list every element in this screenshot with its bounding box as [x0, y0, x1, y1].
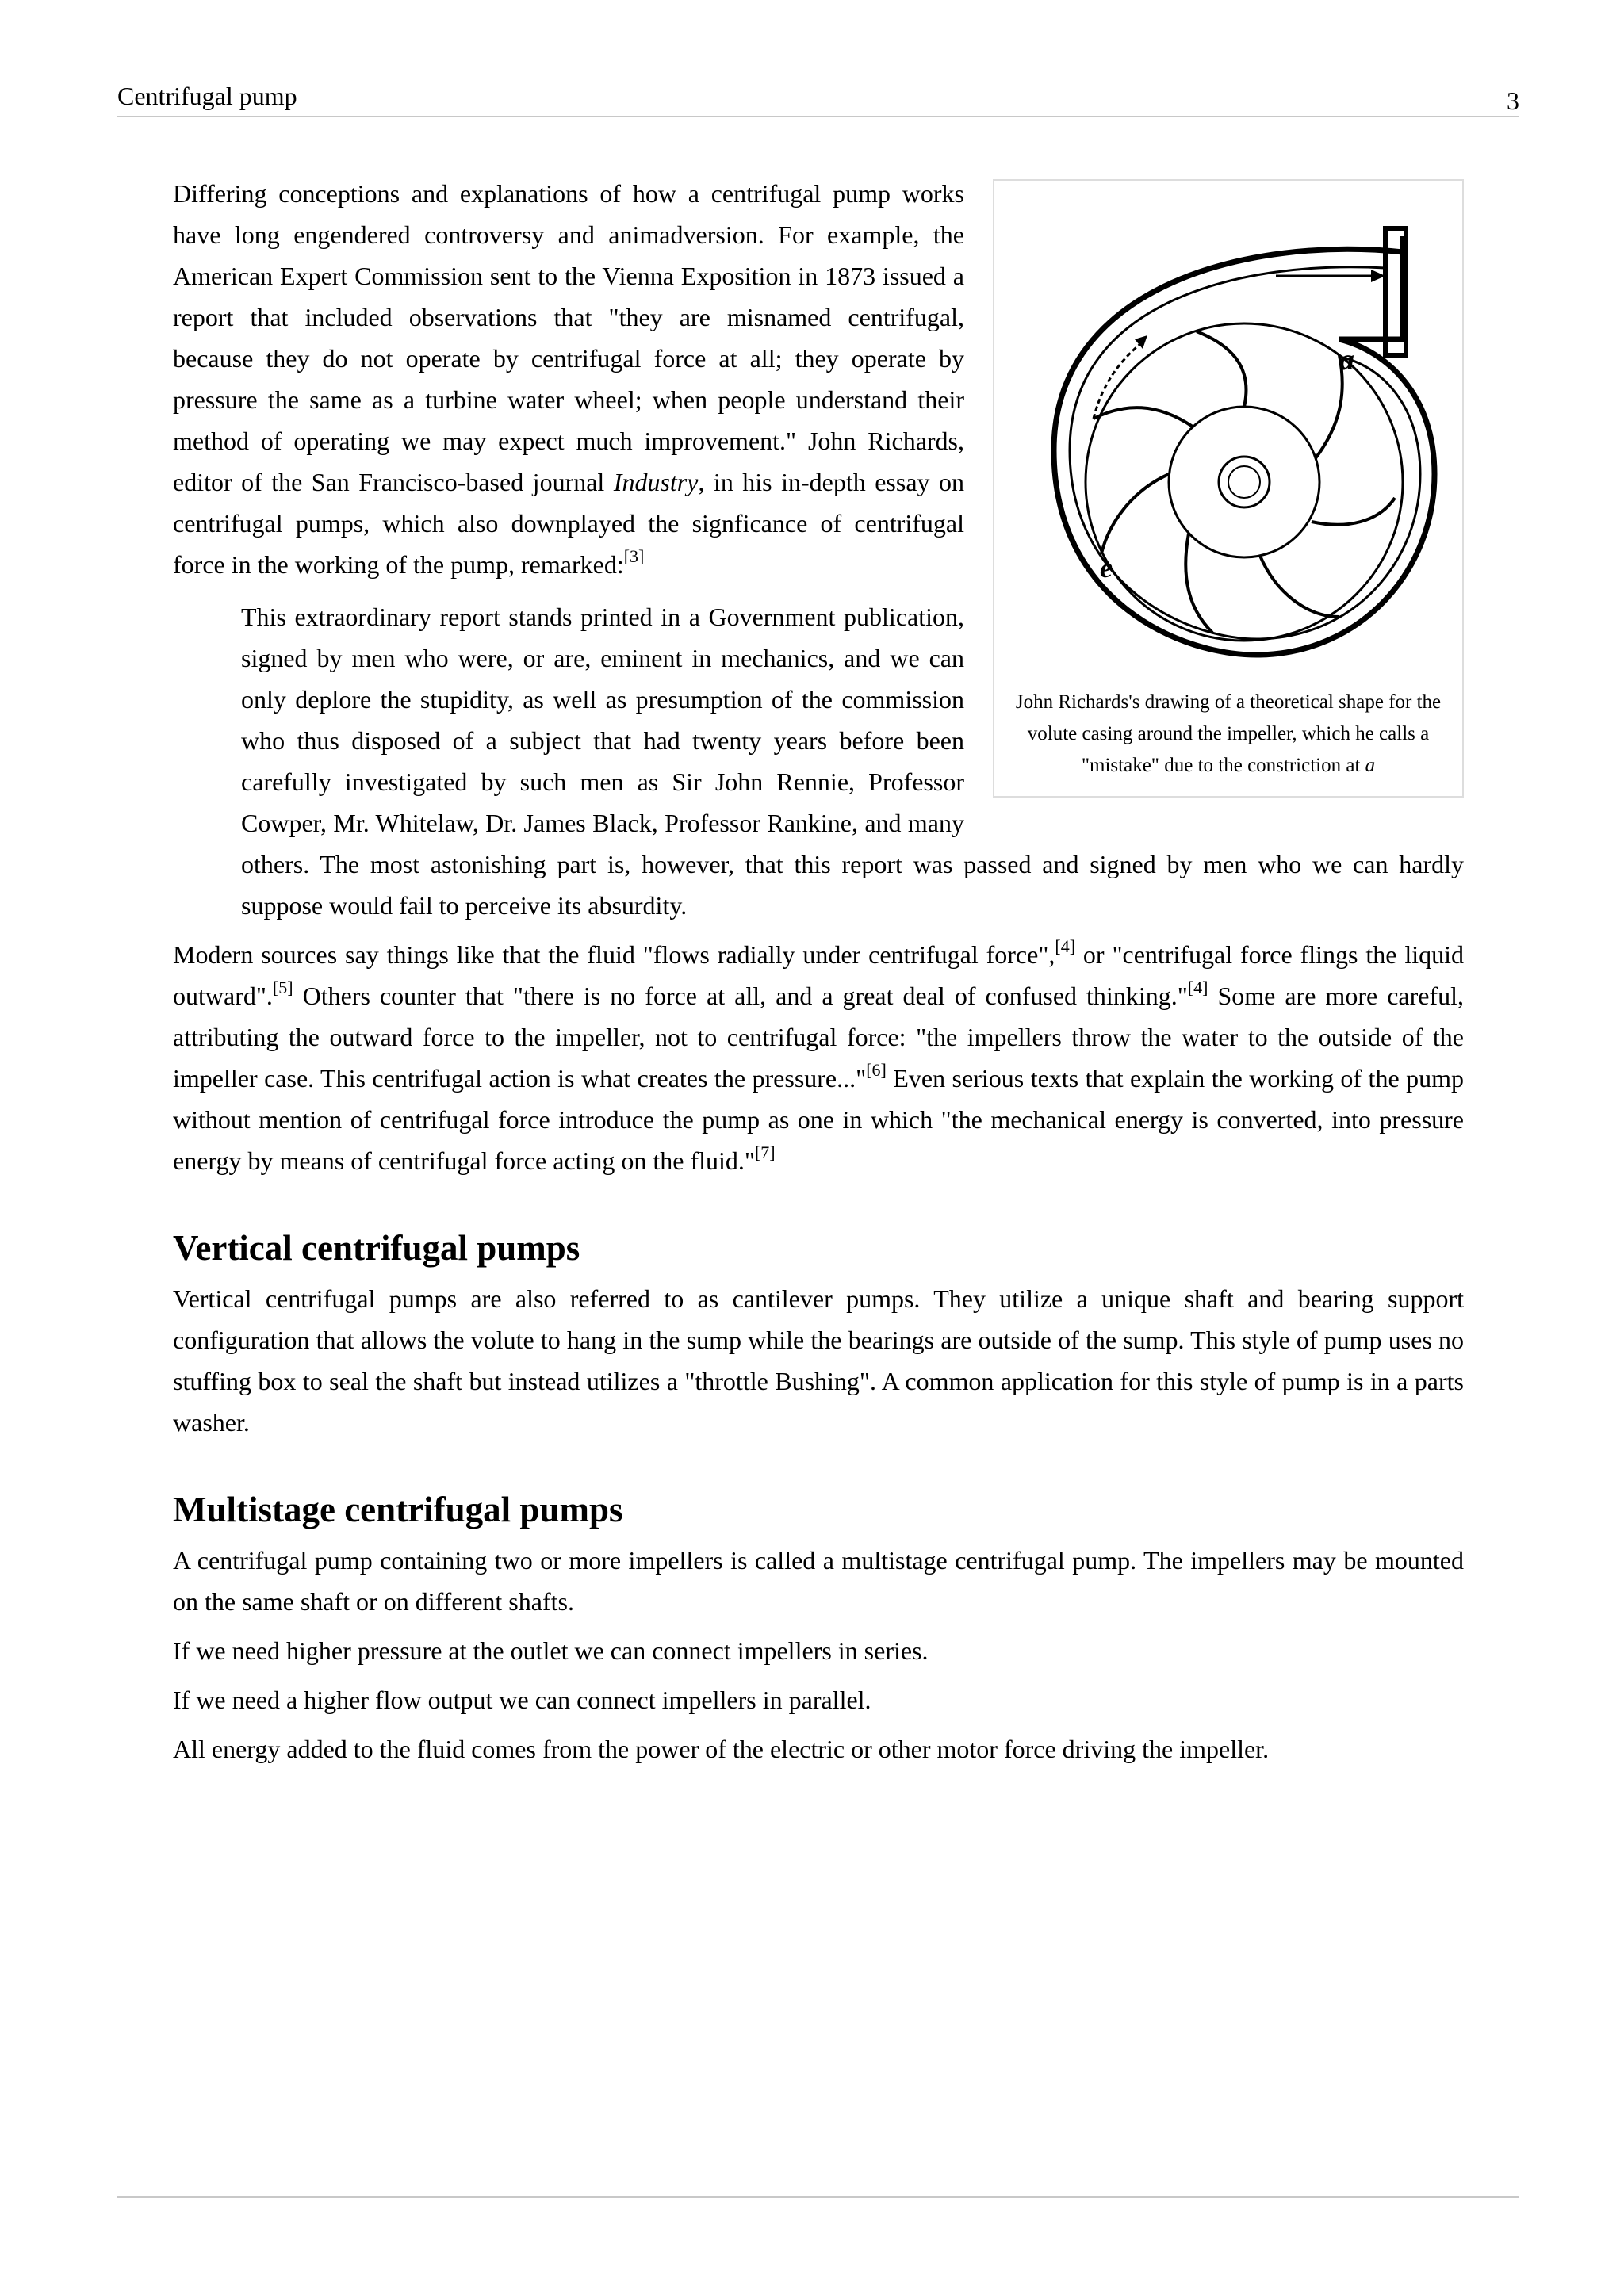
multistage-paragraph-4: All energy added to the fluid comes from the power of the electric or other motor force driving the impeller. [173, 1735, 1270, 1763]
heading-multistage-pumps: Multistage centrifugal pumps [173, 1490, 623, 1529]
caption-italic-a: a [1365, 755, 1376, 776]
impeller-vanes [1094, 331, 1395, 633]
vane [1101, 474, 1169, 553]
figure-caption: John Richards's drawing of a theoretical shape for the volute casing around the impeller, which he calls a "mistake" due to the constriction at a [1015, 691, 1442, 776]
vane [1260, 556, 1339, 617]
journal-name: Industry [613, 468, 699, 496]
vane [1312, 498, 1395, 525]
label-a: a [1339, 343, 1354, 377]
hub-inner [1228, 466, 1260, 498]
rotation-arrow-head [1135, 335, 1147, 349]
vertical-pumps-paragraph: Vertical centrifugal pumps are also referred to as cantilever pumps. They utilize a unique shaft and bearing support configuration that allows the volute to hang in the sump while the bearings are outside of the sump. This style of pump uses no stuffing box to seal the shaft but instead utilizes a "throttle Bushing". A common application for this style of pump is in a parts washer. [173, 1284, 1464, 1437]
heading-vertical-pumps: Vertical centrifugal pumps [173, 1228, 580, 1268]
article-body [173, 173, 1464, 1770]
volute-figure [993, 179, 1464, 798]
multistage-paragraph-2: If we need higher pressure at the outlet we can connect impellers in series. [173, 1636, 929, 1665]
hub-outer [1219, 457, 1270, 507]
page-number: 3 [1507, 86, 1519, 115]
label-e: e [1100, 552, 1113, 584]
multistage-paragraph-1: A centrifugal pump containing two or more impellers is called a multistage centrifugal pump. The impellers may be mounted on the same shaft or on different shafts. [173, 1546, 1464, 1616]
intro-paragraph: Differing conceptions and explanations of how a centrifugal pump works have long engendered controversy and animadversion. For example, the American Expert Commission sent to the Vienna Exposition in 1873 issued a report that included observations that "they are misnamed centrifugal, because they do not operate by centrifugal force at all; they operate by pressure the same as a turbine water wheel; when people understand their method of operating we may expect much improvement." John Richards, editor of the San Francisco-based journal Industry, in his in-depth essay on centrifugal pumps, which also downplayed the signficance of centrifugal force in the working of the pump, remarked:[3] [173, 179, 965, 579]
vane [1197, 331, 1247, 407]
citation-5[interactable]: [5] [272, 978, 293, 997]
citation-4-again[interactable]: [4] [1187, 978, 1208, 997]
volute-outer-wall [1054, 236, 1434, 655]
multistage-paragraph-3: If we need a higher flow output we can connect impellers in parallel. [173, 1686, 871, 1714]
vane [1316, 355, 1342, 458]
volute-casing-drawing [1006, 189, 1450, 680]
citation-6[interactable]: [6] [866, 1060, 887, 1080]
citation-7[interactable]: [7] [754, 1142, 776, 1162]
citation-4[interactable]: [4] [1055, 936, 1076, 956]
vane [1094, 408, 1193, 427]
impeller-eye [1169, 407, 1320, 557]
running-header [117, 78, 1519, 117]
header-title: Centrifugal pump [117, 82, 297, 110]
block-quote: This extraordinary report stands printed in a Government publication, signed by men who were, or are, eminent in mechanics, and we can only deplore the stupidity, as well as presumption of the commission who thus disposed of a subject that had twenty years before been carefully investigated by such men as Sir John Rennie, Professor Cowper, Mr. Whitelaw, Dr. James Black, Professor Rankine, and many others. The most astonishing part is, however, that this report was passed and signed by men who we can hardly suppose would fail to perceive its absurdity. [241, 603, 1464, 920]
citation-3[interactable]: [3] [623, 546, 645, 566]
modern-sources-paragraph: Modern sources say things like that the fluid "flows radially under centrifugal force",[4] or "centrifugal force flings the liquid outward".[5] Others counter that "there is no force at all, and a great deal of confused thinking."[4] Some are more careful, attributing the outward force to the impeller, not to centrifugal force: "the impellers throw the water to the outside of the impeller case. This centrifugal action is what creates the pressure..."[6] Even serious texts that explain the working of the pump without mention of centrifugal force introduce the pump as one in which "the mechanical energy is converted, into pressure energy by means of centrifugal force acting on the fluid."[7] [173, 936, 1465, 1175]
footer-rule [117, 2196, 1519, 2198]
